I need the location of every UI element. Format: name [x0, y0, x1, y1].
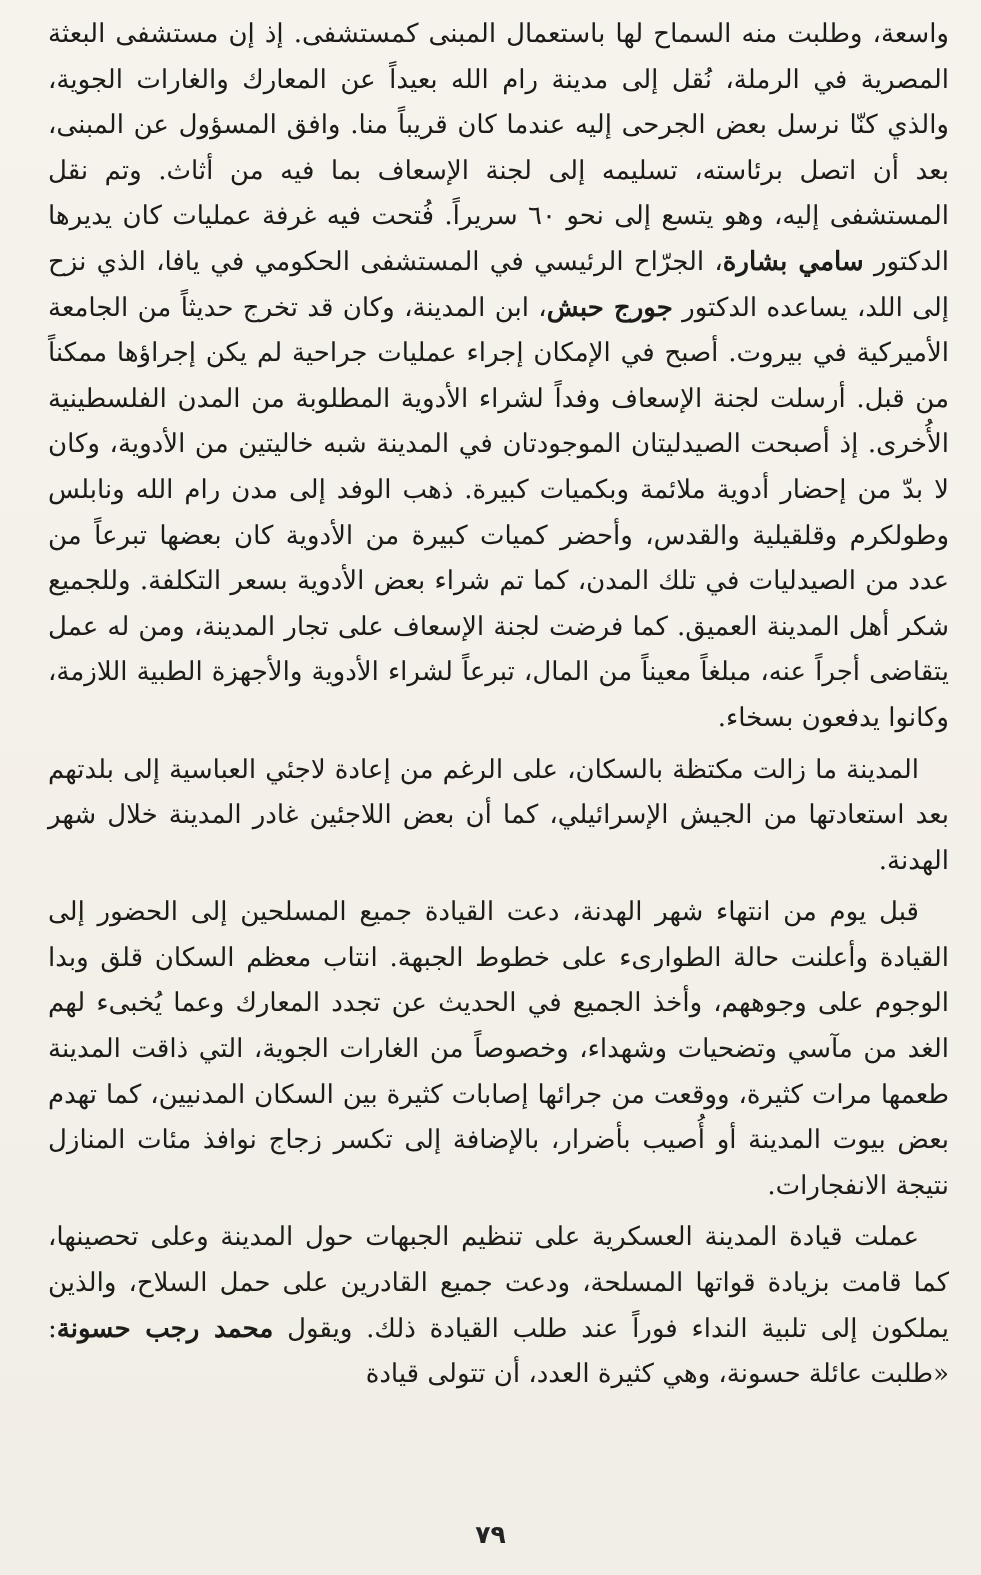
paragraph: [48, 12, 949, 742]
text-segment: عملت قيادة المدينة العسكرية على تنظيم الجبهات حول المدينة وعلى تحصينها، كما قامت بزيادة قواتها المسلحة، ودعت جميع القادرين على حمل السلاح، والذين يملكون إلى تلبية النداء فوراً عند طلب القيادة ذلك. ويقول: [48, 1222, 949, 1344]
person-name: سامي بشارة: [722, 246, 864, 277]
text-segment: واسعة، وطلبت منه السماح لها باستعمال المبنى كمستشفى. إذ إن مستشفى البعثة المصرية في الرملة، نُقل إلى مدينة رام الله بعيداً عن المعارك والغارات الجوية، والذي كنّا نرسل بعض الجرحى إليه عندما كان قريباً منا. وافق المسؤول عن المبنى، بعد أن اتصل برئاسته، تسليمه إلى لجنة الإسعاف بما فيه من أثاث. وتم نقل المستشفى إليه، وهو يتسع إلى نحو ٦٠ سريراً. فُتحت فيه غرفة عمليات كان يديرها الدكتور: [48, 19, 949, 277]
text-segment: ، الجرّاح الرئيسي في المستشفى الحكومي في يافا، الذي نزح إلى اللد، يساعده الدكتور: [48, 246, 950, 323]
text-segment: قبل يوم من انتهاء شهر الهدنة، دعت القيادة جميع المسلحين إلى الحضور إلى القيادة وأعلنت حالة الطوارىء على خطوط الجبهة. انتاب معظم السكان قلق وبدا الوجوم على وجوههم، وأخذ الجميع في الحديث عن تجدد المعارك وعما يُخبىء لهم الغد من مآسي وتضحيات وشهداء، وخصوصاً من الغارات الجوية، التي ذاقت المدينة طعمها مرات كثيرة، ووقعت من جرائها إصابات كثيرة بين السكان المدنيين، كما تهدم بعض بيوت المدينة أو أُصيب بأضرار، بالإضافة إلى تكسر زجاج نوافذ مئات المنازل نتيجة الانفجارات.: [48, 897, 949, 1201]
text-segment: المدينة ما زالت مكتظة بالسكان، على الرغم من إعادة لاجئي العباسية إلى بلدتهم بعد استعادتها من الجيش الإسرائيلي، كما أن بعض اللاجئين غادر المدينة خلال شهر الهدنة.: [48, 754, 949, 876]
text-segment: : «طلبت عائلة حسونة، وهي كثيرة العدد، أن تتولى قيادة: [48, 1313, 949, 1390]
paragraph: [48, 748, 949, 885]
text-segment: ، ابن المدينة، وكان قد تخرج حديثاً من الجامعة الأميركية في بيروت. أصبح في الإمكان إجراء عمليات جراحية لم يكن إجراؤها ممكناً من قبل. أرسلت لجنة الإسعاف وفداً لشراء الأدوية المطلوبة من المدن الفلسطينية الأُخرى. إذ أصبحت الصيدليتان الموجودتان في المدينة شبه خاليتين من الأدوية، وكان لا بدّ من إحضار أدوية ملائمة وبكميات كبيرة. ذهب الوفد إلى مدن رام الله ونابلس وطولكرم وقلقيلية والقدس، وأحضر كميات كبيرة من الأدوية كان بعضها تبرعاً من عدد من الصيدليات في تلك المدن، كما تم شراء بعض الأدوية بسعر التكلفة. وللجميع شكر أهل المدينة العميق. كما فرضت لجنة الإسعاف على تجار المدينة، ومن له عمل يتقاضى أجراً عنه، مبلغاً معيناً من المال، تبرعاً لشراء الأدوية والأجهزة الطبية اللازمة، وكانوا يدفعون بسخاء.: [48, 292, 949, 733]
page-number: ٧٩: [475, 1520, 506, 1549]
paragraph: [48, 890, 949, 1209]
person-name: جورج حبش: [546, 292, 673, 323]
body-text: [48, 12, 949, 1398]
paragraph: [48, 1215, 949, 1397]
person-name: محمد رجب حسونة: [56, 1313, 274, 1344]
